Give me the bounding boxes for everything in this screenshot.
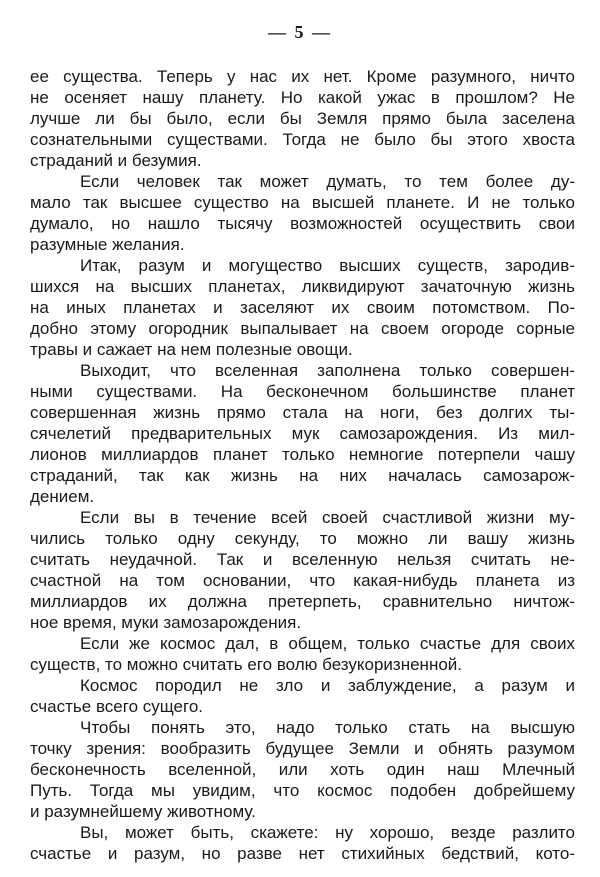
text-line: чились только одну секунду, то можно ли вашу жизнь <box>30 529 575 548</box>
paragraph <box>30 675 575 717</box>
text-line: лучше ли бы было, если бы Земля прямо была заселена <box>30 109 575 128</box>
text-line: травы и сажает на нем полезные овощи. <box>30 340 353 359</box>
text-line: ное время, муки замозарождения. <box>30 613 302 632</box>
text-line: счастье и разум, но разве нет стихийных бедствий, кото- <box>30 844 575 863</box>
text-line: страданий, так как жизнь на них началась самозарож- <box>30 466 575 485</box>
text-line: бесконечность вселенной, или хоть один наш Млечный <box>30 760 575 779</box>
text-line: счастье всего сущего. <box>30 697 203 716</box>
text-line: сознательными существами. Тогда не было бы этого хвоста <box>30 130 575 149</box>
text-line: не осеняет нашу планету. Но какой ужас в прошлом? Не <box>30 88 575 107</box>
text-line: существ, то можно считать его волю безукоризненной. <box>30 655 463 674</box>
text-line: сячелетий предварительных мук самозарождения. Из мил- <box>30 424 575 443</box>
text-line: Чтобы понять это, надо только стать на высшую <box>80 718 575 737</box>
text-line: думало, но нашло тысячу возможностей осуществить свои <box>30 214 575 233</box>
text-line: Итак, разум и могущество высших существ, зародив- <box>80 256 575 275</box>
text-line: Космос породил не зло и заблуждение, а разум и <box>80 676 575 695</box>
text-line: и разумнейшему животному. <box>30 802 256 821</box>
text-line: добно этому огородник выпалывает на своем огороде сорные <box>30 319 575 338</box>
paragraph <box>30 360 575 507</box>
paragraph <box>30 66 575 171</box>
text-line: миллиардов их должна претерпеть, сравнительно ничтож- <box>30 592 575 611</box>
page-body-text <box>30 66 575 864</box>
paragraph <box>30 171 575 255</box>
text-line: ными существами. На бесконечном большинстве планет <box>30 382 575 401</box>
text-line: шихся на высших планетах, ликвидируют зачаточную жизнь <box>30 277 575 296</box>
text-line: Если вы в течение всей своей счастливой жизни му- <box>80 508 575 527</box>
text-line: на иных планетах и заселяют их своим потомством. По- <box>30 298 575 317</box>
text-line: Если человек так может думать, то тем более ду- <box>80 172 575 191</box>
text-line: счастной на том основании, что какая-нибудь планета из <box>30 571 575 590</box>
paragraph <box>30 717 575 822</box>
text-line: точку зрения: вообразить будущее Земли и обнять разумом <box>30 739 575 758</box>
text-line: Выходит, что вселенная заполнена только совершен- <box>80 361 575 380</box>
text-line: ее существа. Теперь у нас их нет. Кроме разумного, ничто <box>30 67 575 86</box>
paragraph <box>30 633 575 675</box>
text-line: считать неудачной. Так и вселенную нельзя считать не- <box>30 550 575 569</box>
page-number: — 5 — <box>268 22 332 42</box>
paragraph <box>30 507 575 633</box>
text-line: мало так высшее существо на высшей планете. И не только <box>30 193 575 212</box>
text-line: страданий и безумия. <box>30 151 202 170</box>
text-line: Если же космос дал, в общем, только счастье для своих <box>80 634 575 653</box>
text-line: совершенная жизнь прямо стала на ноги, без долгих ты- <box>30 403 575 422</box>
text-line: разумные желания. <box>30 235 185 254</box>
paragraph <box>30 822 575 864</box>
text-line: Путь. Тогда мы увидим, что космос подобен добрейшему <box>30 781 575 800</box>
paragraph <box>30 255 575 360</box>
text-line: лионов миллиардов планет только немногие потерпели чашу <box>30 445 575 464</box>
text-line: Вы, может быть, скажете: ну хорошо, везде разлито <box>80 823 575 842</box>
text-line: дением. <box>30 487 95 506</box>
